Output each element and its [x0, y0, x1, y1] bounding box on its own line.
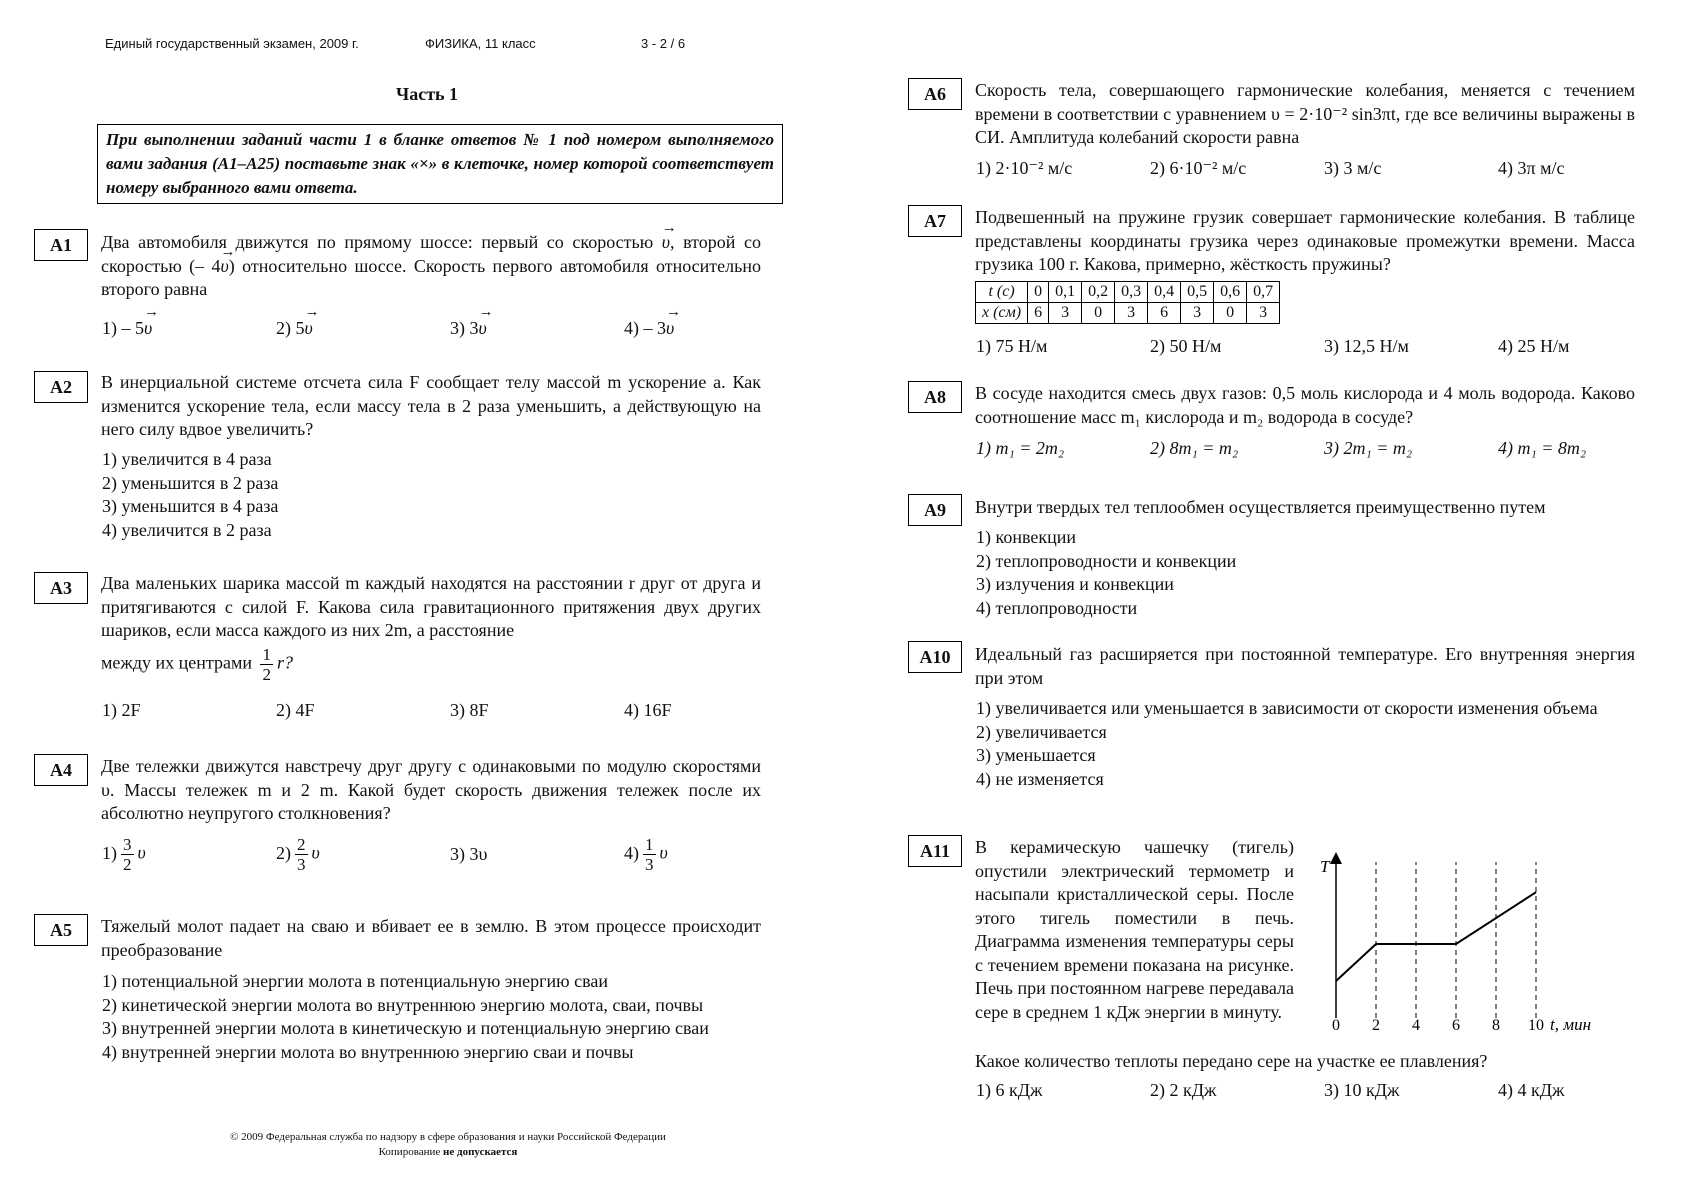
part-title: Часть 1 [396, 84, 459, 104]
task-number-a11: А11 [908, 835, 962, 867]
y-axis-label: T [1320, 857, 1330, 876]
task-text-a11: В керамическую чашечку (тигель) опустили электрический термометр и насыпали кристаллической серы. После этого тигель поместили в печь. Диаграмма изменения температуры серы с течением времени показана на рисунке. Печь при постоянном нагреве передавала сере в среднем 1 кДж энергии в минуту. [975, 837, 1294, 1022]
options-a7: 1) 75 Н/м 2) 50 Н/м 3) 12,5 Н/м 4) 25 Н/м [976, 336, 1570, 356]
options-a5: 1) потенциальной энергии молота в потенциальную энергию сваи 2) кинетической энергии молота во внутреннюю энергию молота, сваи, почвы 3) внутренней энергии молота в кинетическую и потенциальную энергию сваи 4) внутренней энергии молота во внутреннюю энергию сваи и почвы [102, 971, 709, 1062]
options-a11: 1) 6 кДж 2) 2 кДж 3) 10 кДж 4) 4 кДж [976, 1080, 1565, 1100]
options-a1: 1) – 5→ υ 2) 5→ υ 3) 3→ υ 4) – 3→ υ [102, 318, 674, 339]
task-text-a4: Две тележки движутся навстречу друг другу с одинаковыми по модулю скоростями υ. Массы тележек m и 2 m. Какой будет скорость движения тележек после их абсолютно неупругого столкновения? [101, 756, 761, 823]
task-text-a10: Идеальный газ расширяется при постоянной температуре. Его внутренняя энергия при этом [975, 644, 1635, 688]
task-number-a4: А4 [34, 754, 88, 786]
task-text-a6: Скорость тела, совершающего гармонические колебания, меняется с течением времени в соответствии с уравнением υ = 2·10⁻² sin3πt, где все величины выражены в СИ. Амплитуда колебаний скорости равна [975, 80, 1635, 147]
table-row-time: t (c) 0 0,1 0,2 0,3 0,4 0,5 0,6 0,7 [976, 282, 1280, 303]
task-text-a3-tail: между их центрами $\frac{1}{2}$ r? [101, 645, 293, 684]
x-axis-label: t, мин [1550, 1015, 1592, 1034]
task-number-a1: А1 [34, 229, 88, 261]
options-a2: 1) увеличится в 4 раза 2) уменьшится в 2 раза 3) уменьшится в 4 раза 4) увеличится в 2 раза [102, 449, 279, 540]
task-text-a5: Тяжелый молот падает на сваю и вбивает ее в землю. В этом процессе происходит преобразование [101, 916, 761, 960]
task-text-a11-question: Какое количество теплоты передано сере на участке ее плавления? [975, 1051, 1488, 1071]
options-a4: 1) $\frac{3}{2}$ υ 2) $\frac{2}{3}$ υ 3) 3υ 4) $\frac{1}{3}$ υ [102, 835, 668, 874]
task-number-a10: А10 [908, 641, 962, 673]
coordinate-table [975, 281, 1280, 324]
x-tick-label: 0 [1332, 1017, 1340, 1034]
x-tick-label: 6 [1452, 1017, 1460, 1034]
options-a9: 1) конвекции 2) теплопроводности и конвекции 3) излучения и конвекции 4) теплопроводности [976, 527, 1237, 618]
x-tick-label: 4 [1412, 1017, 1420, 1034]
subject-title: ФИЗИКА, 11 класс [425, 36, 536, 51]
exam-title: Единый государственный экзамен, 2009 г. [105, 36, 359, 51]
task-text-a1: Два автомобиля движутся по прямому шоссе: первый со скоростью → υ, второй со скоростью (– 4→ υ) относительно шоссе. Скорость первого автомобиля относительно второго равна [101, 231, 761, 302]
x-tick-label: 10 [1528, 1017, 1544, 1034]
task-number-a8: А8 [908, 381, 962, 413]
task-number-a7: А7 [908, 205, 962, 237]
x-tick-label: 2 [1372, 1017, 1380, 1034]
task-number-a6: А6 [908, 78, 962, 110]
task-text-a8: В сосуде находится смесь двух газов: 0,5 моль кислорода и 4 моль водорода. Каково соотношение масс m₁ кислорода и m₂ водорода в сосуде? [975, 383, 1635, 427]
options-a8: 1) m₁ = 2m₂ 2) 8m₁ = m₂ 3) 2m₁ = m₂ 4) m₁ = 8m₂ [976, 438, 1587, 458]
instruction-box: При выполнении заданий части 1 в бланке ответов № 1 под номером выполняемого вами задания (А1–А25) поставьте знак «×» в клеточке, номер которой соответствует номеру выбранного вами ответа. [97, 124, 783, 204]
options-a3: 1) 2F 2) 4F 3) 8F 4) 16F [102, 700, 672, 720]
task-number-a3: А3 [34, 572, 88, 604]
options-a6: 1) 2·10⁻² м/с 2) 6·10⁻² м/с 3) 3 м/с 4) 3π м/с [976, 158, 1565, 178]
temperature-chart [1310, 850, 1600, 1040]
task-text-a7: Подвешенный на пружине грузик совершает гармонические колебания. В таблице представлены координаты грузика через одинаковые промежутки времени. Масса грузика 100 г. Какова, примерно, жёсткость пружины? [975, 207, 1635, 274]
task-text-a3: Два маленьких шарика массой m каждый находятся на расстоянии r друг от друга и притягиваются с силой F. Какова сила гравитационного притяжения двух других шариков, если масса каждого из них 2m, а расстояние [101, 573, 761, 640]
x-tick-label: 8 [1492, 1017, 1500, 1034]
task-number-a5: А5 [34, 914, 88, 946]
task-text-a9: Внутри твердых тел теплообмен осуществляется преимущественно путем [975, 497, 1546, 517]
table-row-coord: x (см) 6 3 0 3 6 3 0 3 [976, 303, 1280, 324]
copyright-footer: © 2009 Федеральная служба по надзору в сфере образования и науки Российской Федерации Копирование не допускается [230, 1131, 666, 1158]
page-number: 3 - 2 / 6 [641, 36, 686, 51]
task-number-a9: А9 [908, 494, 962, 526]
task-number-a2: А2 [34, 371, 88, 403]
task-text-a2: В инерциальной системе отсчета сила F сообщает телу массой m ускорение a. Как изменится ускорение тела, если массу тела в 2 раза уменьшить, а действующую на него силу вдвое увеличить? [101, 372, 761, 439]
options-a10: 1) увеличивается или уменьшается в зависимости от скорости изменения объема 2) увеличивается 3) уменьшается 4) не изменяется [976, 698, 1598, 789]
temperature-line [1336, 892, 1536, 981]
